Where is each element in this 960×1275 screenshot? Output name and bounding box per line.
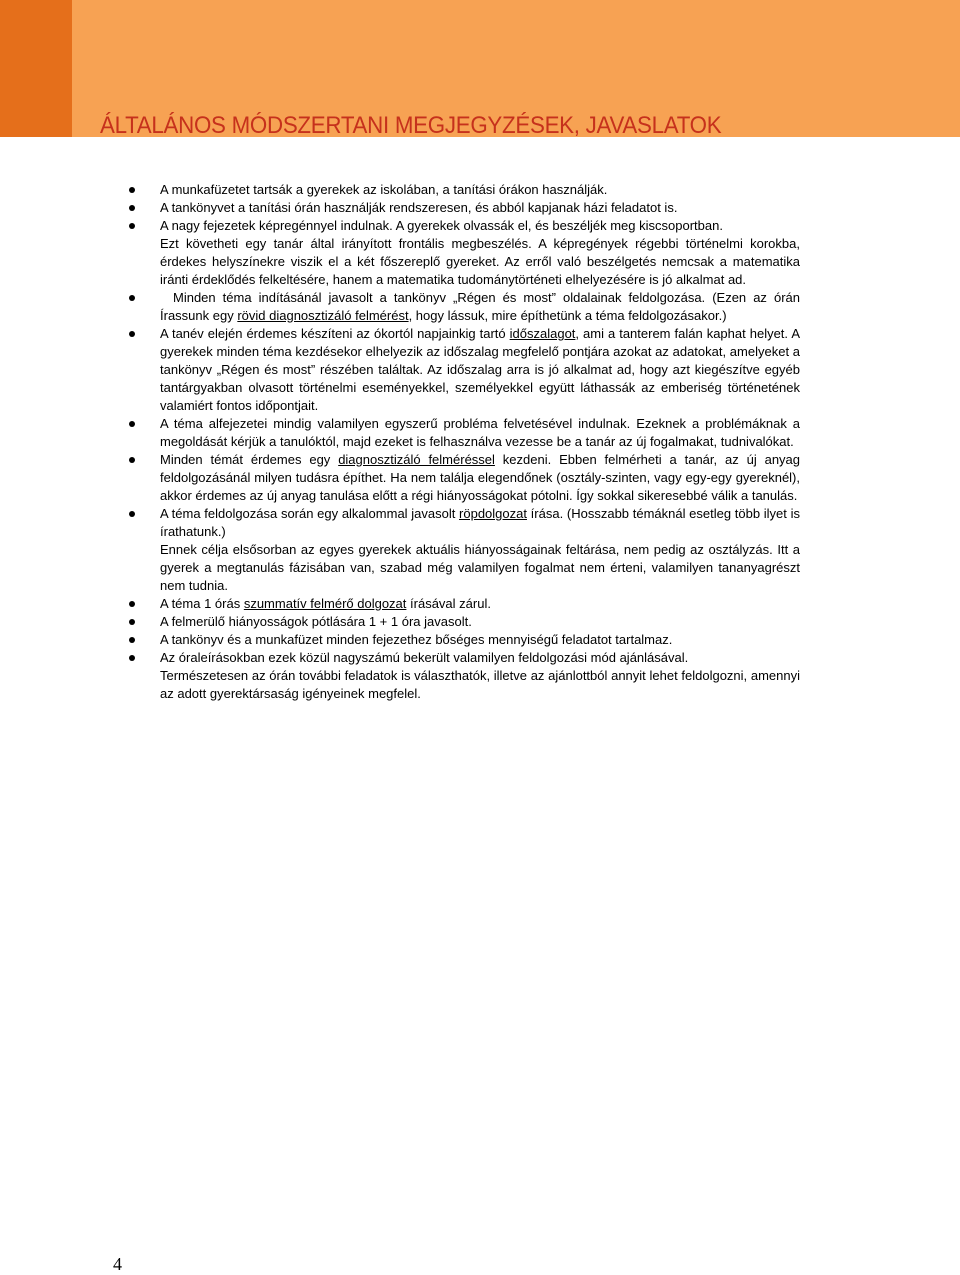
list-item-continuation: [160, 667, 800, 703]
list-item-text: A felmerülő hiányosságok pótlására 1 + 1 óra javasolt.: [160, 614, 472, 629]
list-item: [160, 595, 800, 613]
list-item: [160, 415, 800, 451]
text-fragment: A tanév elején érdemes készíteni az ókortól napjainkig tartó: [160, 326, 510, 341]
list-item-text: Minden téma indításánál javasolt a tankönyv „Régen és most” oldalainak feldolgozása. (Ezen az órán: [173, 290, 800, 305]
list-item: [160, 451, 800, 505]
list-item-text: A munkafüzetet tartsák a gyerekek az iskolában, a tanítási órákon használják.: [160, 182, 608, 197]
underlined-term: rövid diagnosztizáló felmérést: [237, 308, 409, 323]
list-item-text: Az óraleírásokban ezek közül nagyszámú bekerült valamilyen feldolgozási mód ajánlásával.: [160, 650, 689, 665]
text-fragment: A téma 1 órás: [160, 596, 244, 611]
underlined-term: időszalagot: [509, 326, 576, 341]
text-fragment: , ami a tanterem falán kaphat helyet. A gyerekek minden téma kezdésekor elhelyezik az időszalag megfelelő pontjára azokat az adatokat, amelyeket a tankönyv „Régen és most” részében találtak. Az időszalag arra is jó alkalmat ad, hogy azt kiegészítve egyéb tantárgyakban olvasott történelmi eseményekkel, személyekkel együtt láthassák az emberiség történetének valamiért fontos időpontjait.: [160, 326, 800, 413]
list-item: [160, 217, 800, 235]
text-fragment: A téma feldolgozása során egy alkalommal javasolt: [160, 506, 460, 521]
list-item: [160, 505, 800, 541]
text-fragment: , hogy lássuk, mire építhetünk a téma feldolgozásakor.): [408, 308, 727, 323]
list-item-text: A tankönyvet a tanítási órán használják rendszeresen, és abból kapjanak házi feladatot is.: [160, 200, 678, 215]
text-fragment: kezdeni. Ebben felmérheti a tanár, az új anyag feldolgozásánál milyen tudásra építhet. Ha nem találja elegendőnek (osztály-szinten, vagy egy-egy gyereknél), akkor érdemes az új anyag tanulása előtt a régi hiányosságokat pótolni. Így sokkal sikeresebbé válik a tanulás.: [160, 452, 801, 503]
list-item-text: A nagy fejezetek képregénnyel indulnak. A gyerekek olvassák el, és beszéljék meg kiscsoportban.: [160, 218, 723, 233]
list-item-text: A téma alfejezetei mindig valamilyen egyszerű probléma felvetésével indulnak. Ezeknek a problémáknak a megoldását kérjük a tanulóktól, majd ezeket is felhasználva vezesse be a tanár az új fogalmakat, tudnivalókat.: [160, 416, 800, 449]
underlined-term: diagnosztizáló felméréssel: [338, 452, 495, 467]
list-item: [160, 199, 800, 217]
underlined-term: szummatív felmérő dolgozat: [243, 596, 407, 611]
page-number: 4: [113, 1254, 122, 1274]
text-fragment: írása. (Hosszabb témáknál esetleg több ilyet is írathatunk.): [160, 506, 800, 539]
text-fragment: Minden témát érdemes egy: [160, 452, 339, 467]
text-fragment: írásával zárul.: [406, 596, 491, 611]
list-item: [160, 181, 800, 199]
list-item-text-line: [160, 307, 800, 325]
list-item-continuation: [160, 235, 800, 289]
list-item-text: Ezt követheti egy tanár által irányított frontális megbeszélés. A képregények régebbi történelmi korokba, érdekes helyszínekre viszik el a két főszereplő gyereket. Az erről való beszélgetés nemcsak a matematika iránti érdeklődés felkeltésére, hanem a matematika tudománytörténeti elhelyezésére is jó alkalmat ad.: [160, 236, 800, 287]
list-item-continuation: [160, 541, 800, 595]
list-item-text: Ennek célja elsősorban az egyes gyerekek aktuális hiányosságainak feltárása, nem pedig az osztályzás. Itt a gyerek a megtanulás fázisában van, szabad még valamilyen fogalmat nem érteni, valamilyen tananyagrészt nem tudnia.: [160, 542, 800, 593]
list-item: [160, 649, 800, 667]
header-corner-accent: [0, 0, 72, 137]
list-item: [160, 289, 800, 325]
list-item-text: Természetesen az órán további feladatok is választhatók, illetve az ajánlottból annyit lehet feldolgozni, amennyi az adott gyerektársaság igényeinek megfelel.: [160, 668, 800, 701]
recommendation-list: [160, 181, 800, 703]
list-item: [160, 613, 800, 631]
list-item: [160, 325, 800, 415]
underlined-term: röpdolgozat: [459, 506, 527, 521]
text-fragment: Írassunk egy: [160, 308, 238, 323]
page-title: ÁLTALÁNOS MÓDSZERTANI MEGJEGYZÉSEK, JAVASLATOK: [100, 112, 722, 139]
list-item-text: A tankönyv és a munkafüzet minden fejezethez bőséges mennyiségű feladatot tartalmaz.: [160, 632, 673, 647]
list-item: [160, 631, 800, 649]
